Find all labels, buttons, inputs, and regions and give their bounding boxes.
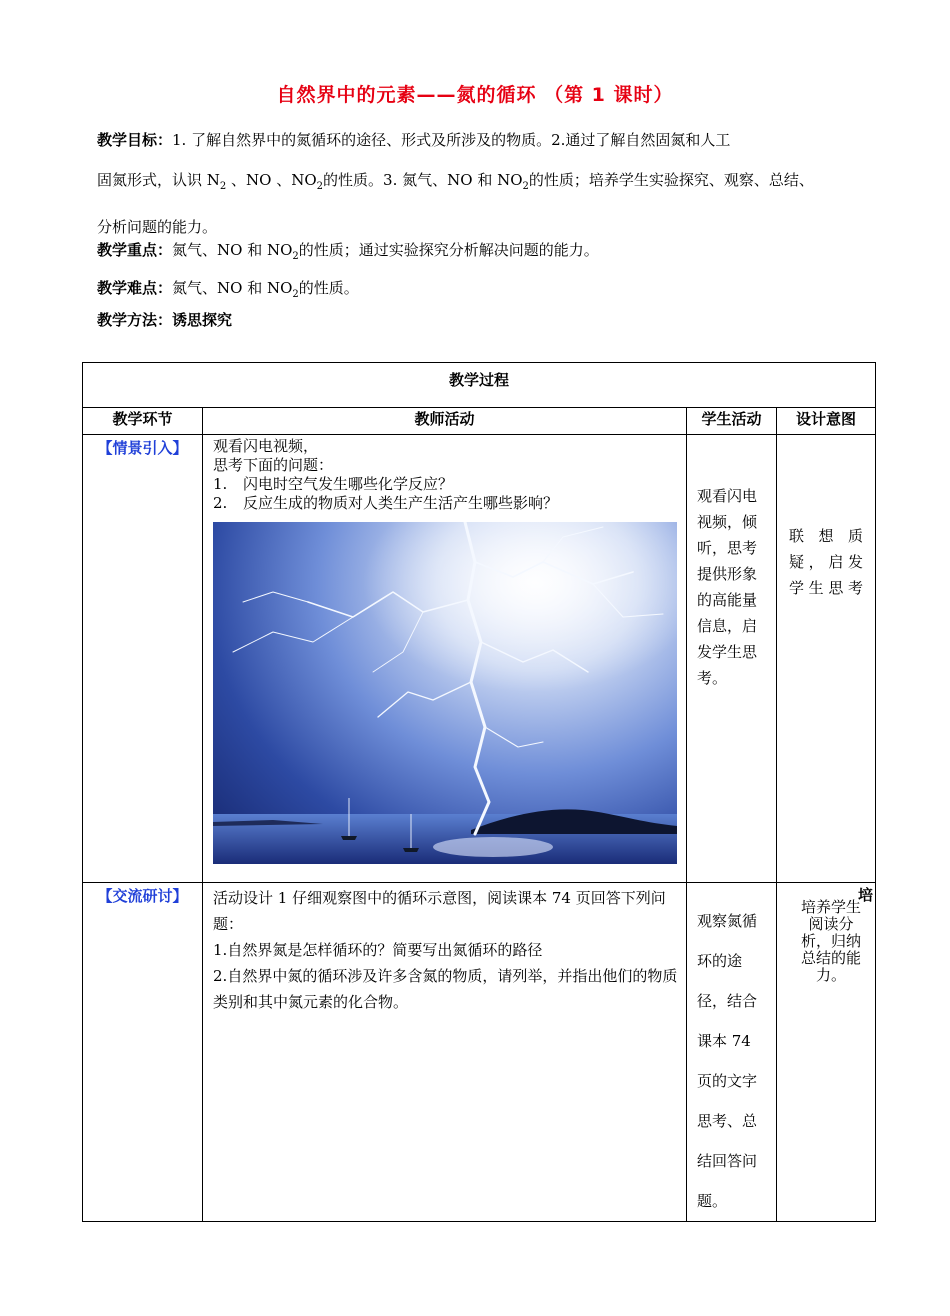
goals-line2b: 、NO 、NO [226,171,317,189]
focus-text-a: 氮气、NO 和 NO [172,241,293,259]
design-intent-intro: 联想质疑，启发学生思考 [777,435,876,883]
teacher-line: 思考下面的问题： [213,456,334,474]
goals-line2c: 的性质。3. 氮气、NO 和 NO [323,171,523,189]
header-student: 学生活动 [687,408,777,435]
teaching-difficulty [97,274,857,309]
question-item: 2.自然界中氮的循环涉及许多含氮的物质，请列举，并指出他们的物质类别和其中氮元素的化合物。 [213,967,678,1011]
question-item: 1. 闪电时空气发生哪些化学反应？ [213,475,454,493]
teacher-activity-intro [203,435,687,883]
goals-sub-2: 2 [316,181,324,192]
header-teacher: 教师活动 [203,408,687,435]
question-item: 1.自然界氮是怎样循环的？简要写出氮循环的路径 [213,941,543,959]
focus-text-b: 的性质；通过实验探究分析解决问题的能力。 [298,241,599,259]
focus-label: 教学重点： [97,241,173,259]
design-intent-discussion [777,883,876,1222]
goals-line2d: 的性质；培养学生实验探究、观察、总结、 [528,171,814,189]
goals-line1: 1. 了解自然界中的氮循环的途径、形式及所涉及的物质。2.通过了解自然固氮和人工 [172,131,731,149]
focus-sub: 2 [292,251,299,262]
design-mark: 培 [858,886,874,904]
page-title: 自然界中的元素——氮的循环 （第 1 课时） [276,84,674,106]
teacher-activity-discussion [203,883,687,1222]
process-table [82,362,876,1222]
goals-line2a: 固氮形式，认识 N [97,171,220,189]
activity-design-text: 活动设计 1 仔细观察图中的循环示意图，阅读课本 74 页回答下列问题： [213,889,666,933]
method-label: 教学方法： [97,311,173,329]
design-intent-text: 培养学生阅读分析，归纳总结的能力。 [801,898,862,984]
goals-sub-1: 2 [219,181,227,192]
difficulty-sub: 2 [292,289,299,300]
lightning-photo [213,522,677,864]
student-activity-discussion: 观察氮循环的途径，结合课本 74 页的文字思考、总结回答问题。 [687,883,777,1222]
header-stage: 教学环节 [83,408,203,435]
header-design: 设计意图 [777,408,876,435]
teaching-focus [97,236,857,271]
teaching-goals [97,120,857,247]
student-activity-intro: 观看闪电视频，倾听，思考提供形象的高能量信息，启发学生思考。 [687,435,777,883]
goals-sub-3: 2 [522,181,529,192]
goals-label: 教学目标： [97,131,173,149]
teacher-line: 观看闪电视频， [213,437,319,455]
method-text: 诱思探究 [172,311,233,329]
stage-discussion: 【交流研讨】 [83,883,203,1222]
difficulty-text-b: 的性质。 [298,279,359,297]
table-caption: 教学过程 [83,363,876,408]
goals-line3: 分析问题的能力。 [97,218,218,236]
difficulty-label: 教学难点： [97,279,173,297]
stage-intro: 【情景引入】 [83,435,203,883]
question-item: 2. 反应生成的物质对人类生产生活产生哪些影响？ [213,494,559,512]
teaching-method [97,306,857,334]
difficulty-text-a: 氮气、NO 和 NO [172,279,293,297]
